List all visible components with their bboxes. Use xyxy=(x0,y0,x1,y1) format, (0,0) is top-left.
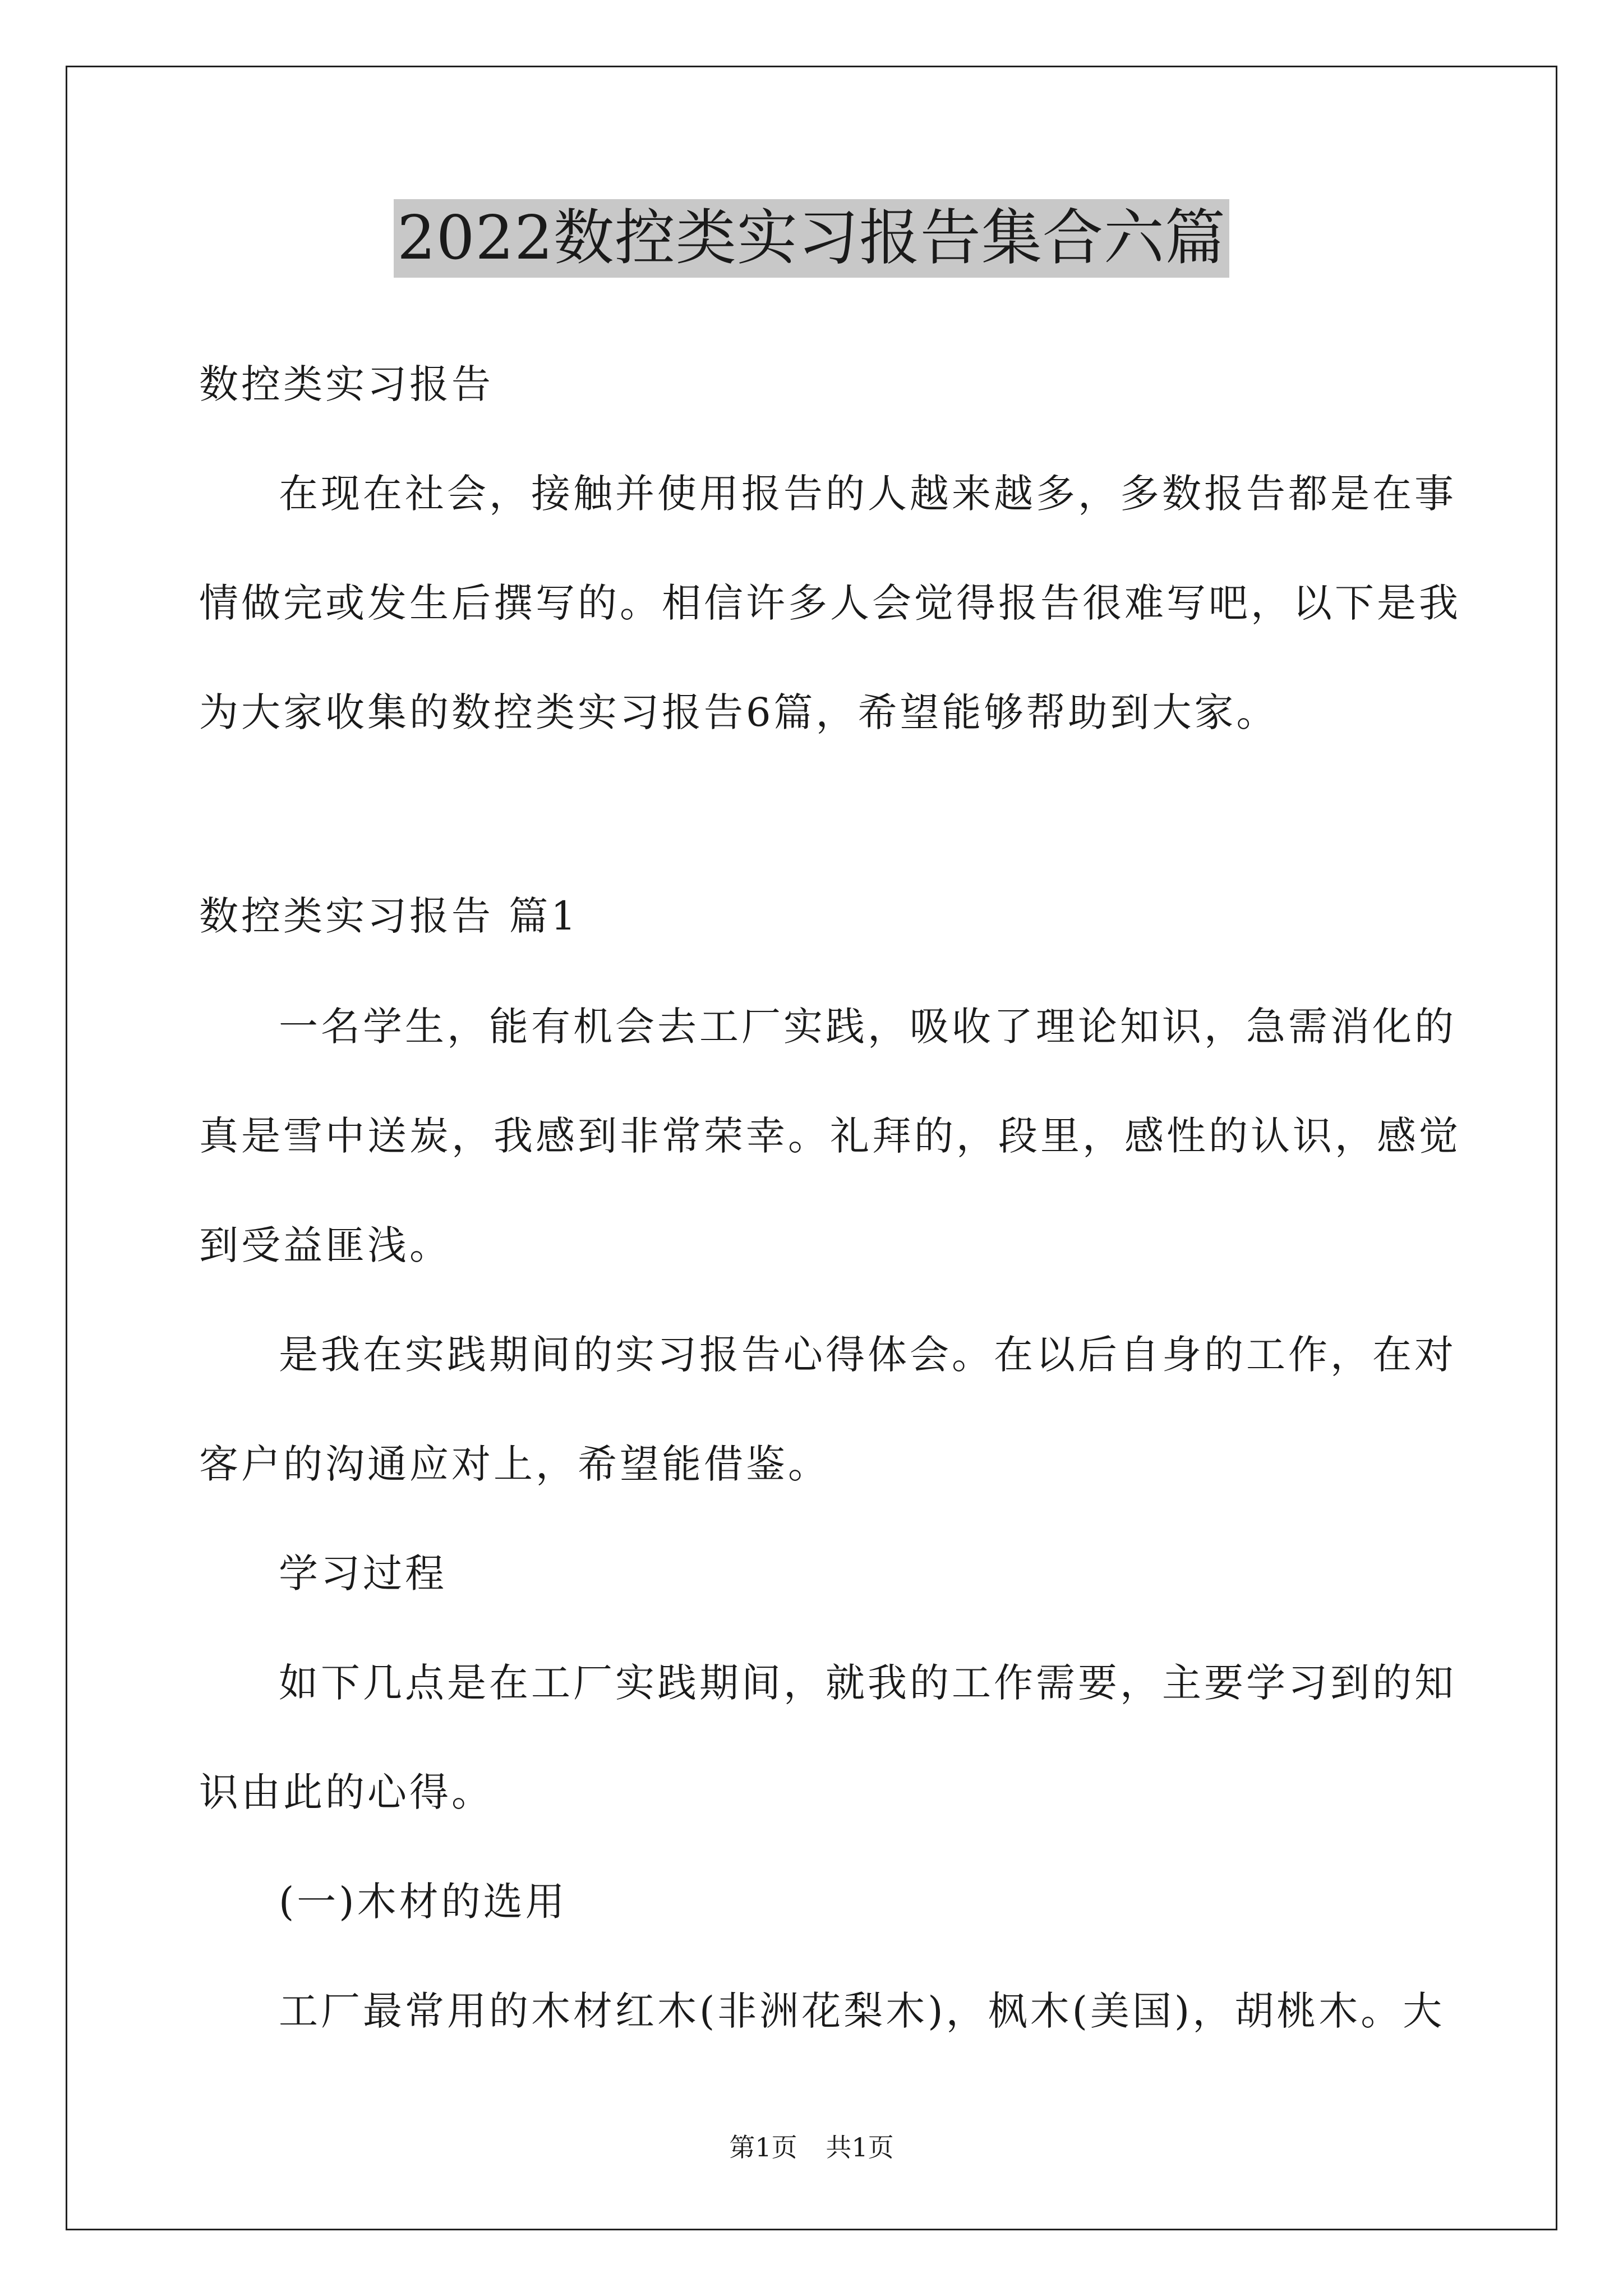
page-number-total: 共1页 xyxy=(826,2132,894,2162)
article-heading: 数控类实习报告 篇1 xyxy=(199,893,579,939)
paragraph-line: 识由此的心得。 xyxy=(199,1769,494,1815)
paragraph-line: 客户的沟通应对上，希望能借鉴。 xyxy=(199,1441,830,1487)
title-container xyxy=(0,199,1623,278)
paragraph-line: 是我在实践期间的实习报告心得体会。在以后自身的工作，在对 xyxy=(279,1332,1456,1378)
page-number-current: 第1页 xyxy=(729,2132,797,2162)
paragraph-line: 为大家收集的数控类实习报告6篇，希望能够帮助到大家。 xyxy=(199,689,1279,735)
paragraph-line: 一名学生，能有机会去工厂实践，吸收了理论知识，急需消化的 xyxy=(279,1004,1456,1050)
document-title: 2022数控类实习报告集合六篇 xyxy=(394,199,1229,278)
paragraph-line: 情做完或发生后撰写的。相信许多人会觉得报告很难写吧，以下是我 xyxy=(199,580,1461,626)
section-heading: 数控类实习报告 xyxy=(199,361,494,407)
paragraph-line: 真是雪中送炭，我感到非常荣幸。礼拜的，段里，感性的认识，感觉 xyxy=(199,1113,1461,1159)
paragraph-line: 在现在社会，接触并使用报告的人越来越多，多数报告都是在事 xyxy=(279,471,1456,517)
paragraph-line: 到受益匪浅。 xyxy=(199,1222,451,1268)
paragraph-line: 如下几点是在工厂实践期间，就我的工作需要，主要学习到的知 xyxy=(279,1660,1456,1706)
subheading: (一)木材的选用 xyxy=(279,1879,568,1925)
subheading: 学习过程 xyxy=(279,1550,447,1596)
paragraph-line: 工厂最常用的木材红木(非洲花梨木)，枫木(美国)，胡桃木。大 xyxy=(279,1988,1445,2034)
page-footer xyxy=(0,2131,1623,2164)
